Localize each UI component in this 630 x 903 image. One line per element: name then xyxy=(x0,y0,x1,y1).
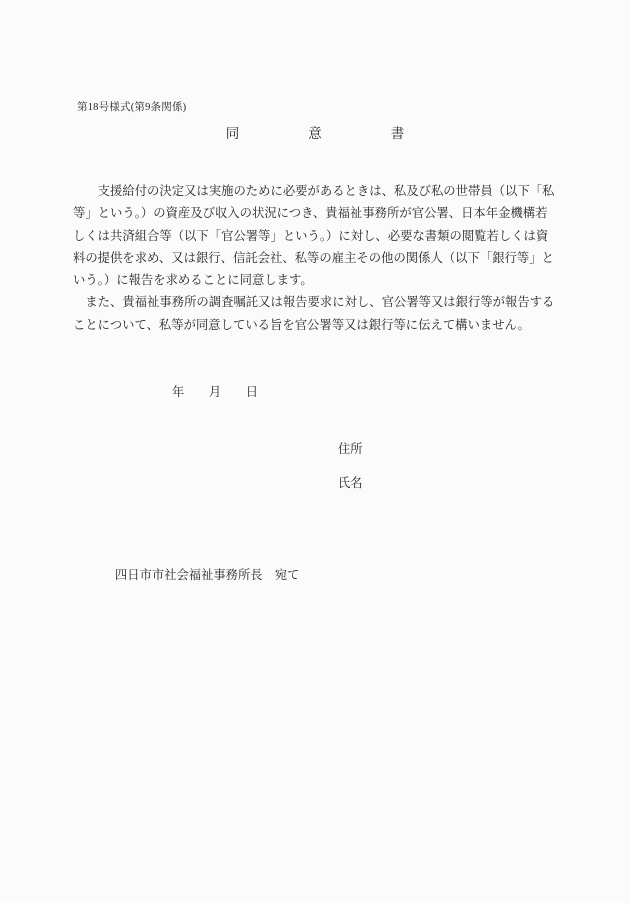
body-line-4: 料の提供を求め、又は銀行、信託会社、私等の雇主その他の関係人（以下「銀行等」と xyxy=(73,250,554,265)
title-char-2: 意 xyxy=(308,126,322,141)
recipient-line: 四日市市社会福祉事務所長 宛て xyxy=(115,568,300,582)
form-number-label: 第18号様式(第9条関係) xyxy=(77,102,187,113)
name-label: 氏名 xyxy=(338,476,363,490)
body-line-7: ことについて、私等が同意している旨を官公署等又は銀行等に伝えて構いません。 xyxy=(73,317,530,332)
title-char-1: 同 xyxy=(225,126,240,141)
document-title xyxy=(0,126,630,142)
consent-body-text xyxy=(73,180,557,336)
body-line-1: 支援給付の決定又は実施のために必要があるときは、私及び私の世帯員（以下「私 xyxy=(73,184,555,198)
date-fields-line: 年 月 日 xyxy=(172,385,259,399)
body-line-5: いう。）に報告を求めることに同意します。 xyxy=(73,273,313,288)
title-char-3: 書 xyxy=(390,126,405,141)
body-line-3: しくは共済組合等（以下「官公署等」という。）に対し、必要な書類の閲覧若しくは資 xyxy=(73,228,549,243)
address-label: 住所 xyxy=(338,442,363,456)
body-line-2: 等」という。）の資産及び収入の状況につき、貴福祉事務所が官公署、日本年金機構若 xyxy=(73,206,548,221)
body-line-6: また、貴福祉事務所の調査嘱託又は報告要求に対し、官公署等又は銀行等が報告する xyxy=(73,295,555,310)
